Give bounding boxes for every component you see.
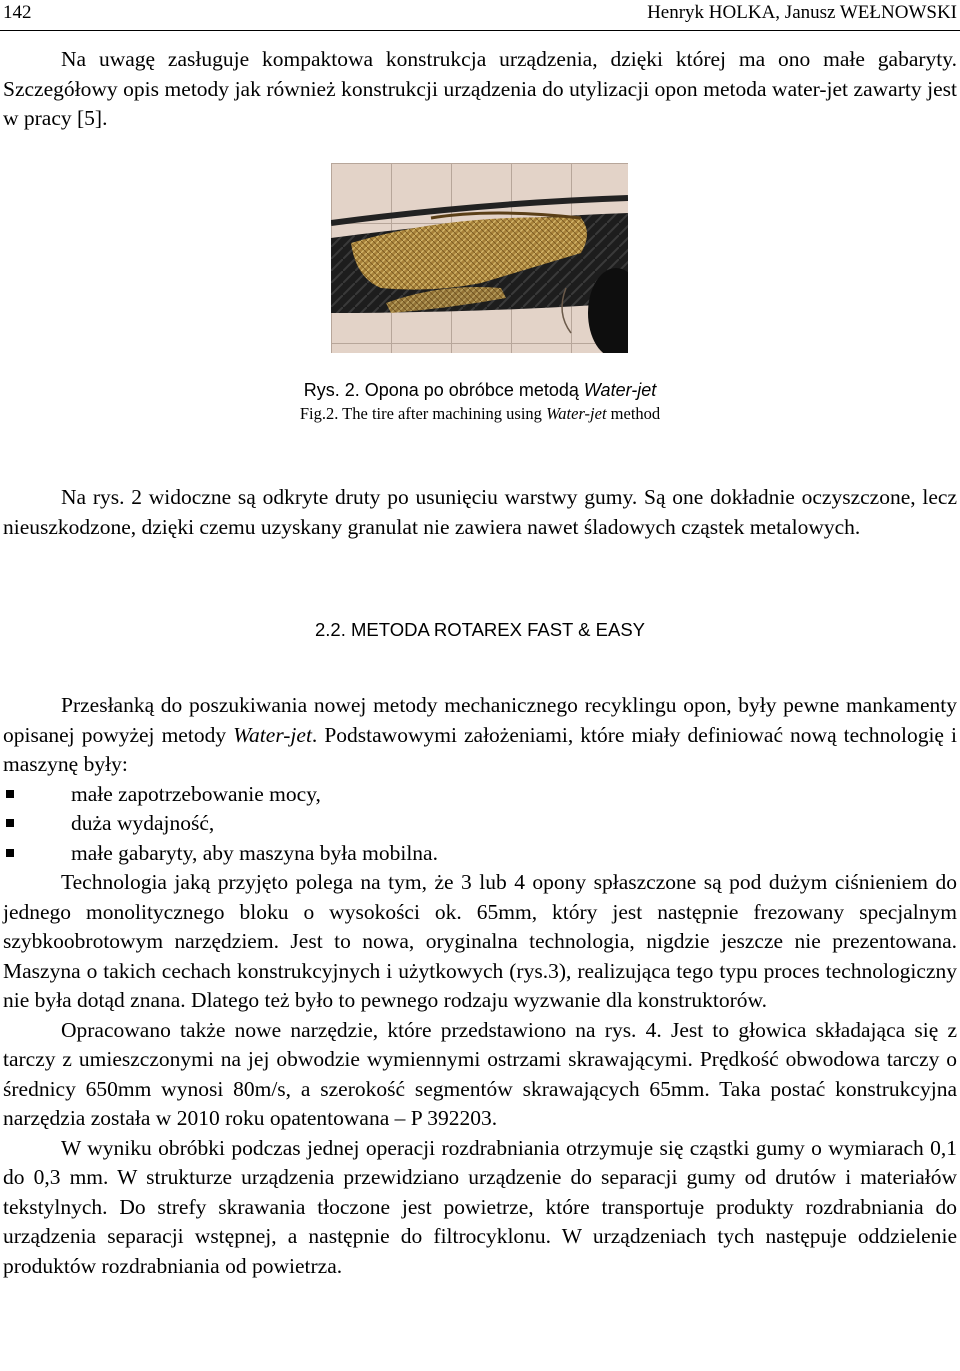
list-item-text: małe gabaryty, aby maszyna była mobilna.: [71, 840, 438, 865]
body-paragraph: Technologia jaką przyjęto polega na tym, że 3 lub 4 opony spłaszczone są pod dużym ciśnieniem do jednego monolitycznego bloku o wysokości ok. 65mm, który jest następnie frezowany specjalnym szybkoobrotowym narzędziem. Jest to nowa, oryginalna technologia, nigdzie jeszcze nie prezentowana. Maszyna o takich cechach konstrukcyjnych i użytkowych (rys.3), realizująca tego typu proces technologiczny nie była dotąd znana. Dlatego też było to pewnego rodzaju wyzwanie dla konstruktorów.: [3, 870, 957, 1012]
body-paragraph: Opracowano także nowe narzędzie, które przedstawiono na rys. 4. Jest to głowica składająca się z tarczy z umieszczonymi na jej obwodzie wymiennymi ostrzami skrawającymi. Prędkość obwodowa tarczy o średnicy 650mm wynosi 80m/s, a szerokość segmentów skrawających 65mm. Taka postać konstrukcyjna narzędzia została w 2010 roku opatentowana – P 392203.: [3, 1017, 957, 1130]
bullet-square-icon: [6, 849, 14, 857]
figure-photo-tire: [331, 163, 628, 353]
section-body: [3, 691, 957, 1281]
body-paragraph: W wyniku obróbki podczas jednej operacji rozdrabniania otrzymuje się cząstki gumy o wymiarach 0,1 do 0,3 mm. W strukturze urządzenia przewidziano urządzenie do separacji gumy od drutów i materiałów tekstylnych. Do strefy skrawania tłoczone jest powietrze, które transportuje produkty rozdrabniania do urządzenia separacji wstępnej, a następnie do filtrocyklonu. W urządzeniach tych następuje oddzielenie produktów rozdrabniania od powietrza.: [3, 1135, 957, 1278]
section-intro-text: Przesłanką do poszukiwania nowej metody mechanicznego recyklingu opon, były pewne mankamenty opisanej powyżej metody: [3, 693, 957, 747]
caption-polish-italic: Water-jet: [583, 380, 657, 400]
section-title: 2.2. METODA ROTAREX FAST & EASY: [314, 619, 646, 640]
running-head-authors: Henryk HOLKA, Janusz WEŁNOWSKI: [647, 2, 957, 23]
caption-english-text: Fig.2. The tire after machining using: [299, 404, 547, 423]
caption-english-italic: Water-jet: [546, 404, 607, 423]
page-header: [0, 0, 960, 31]
section-intro-text-end: . Podstawowymi założeniami, które miały definiować nową technologię i maszynę były:: [3, 722, 957, 776]
intro-paragraph: Na uwagę zasługuje kompaktowa konstrukcja urządzenia, dzięki której ma ono małe gabaryty. Szczegółowy opis metody jak również konstrukcji urządzenia do utylizacji opon metoda water-jet zawarty jest w pracy [5].: [3, 47, 957, 130]
section-intro-italic: Water-jet: [233, 722, 312, 747]
list-item: [3, 780, 957, 810]
figure-caption-english: [0, 404, 960, 424]
page-number: 142: [3, 2, 32, 23]
caption-english-suffix: method: [606, 404, 661, 423]
section-intro: [3, 691, 957, 780]
requirements-list: [3, 780, 957, 869]
list-item: [3, 809, 957, 839]
list-item-text: małe zapotrzebowanie mocy,: [71, 781, 321, 806]
figure-caption-polish: [0, 380, 960, 401]
list-item-text: duża wydajność,: [71, 811, 215, 835]
list-item: [3, 839, 957, 869]
bullet-square-icon: [6, 819, 14, 827]
caption-polish-text: Rys. 2. Opona po obróbce metodą: [303, 380, 584, 400]
paragraph-after-figure: Na rys. 2 widoczne są odkryte druty po usunięciu warstwy gumy. Są one dokładnie oczyszczone, lecz nieuszkodzone, dzięki czemu uzyskany granulat nie zawiera nawet śladowych cząstek metalowych.: [3, 485, 957, 539]
bullet-square-icon: [6, 790, 14, 798]
